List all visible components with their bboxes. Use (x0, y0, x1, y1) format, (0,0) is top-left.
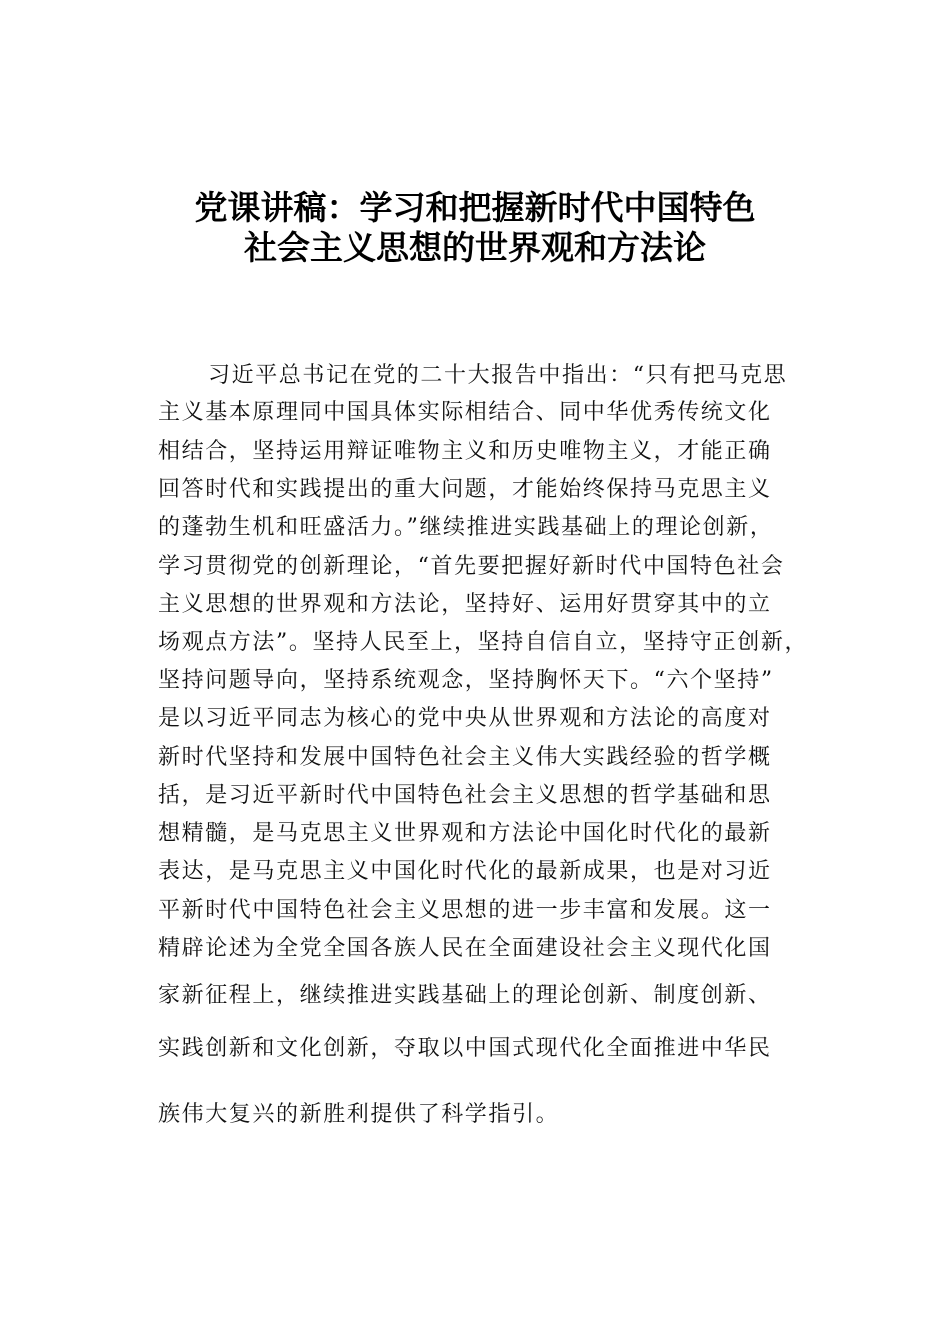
paragraph-line: 习近平总书记在党的二十大报告中指出：“只有把马克思 (208, 363, 788, 388)
paragraph-line: 精辟论述为全党全国各族人民在全面建设社会主义现代化国 (158, 936, 772, 961)
paragraph-line: 平新时代中国特色社会主义思想的进一步丰富和发展。这一 (158, 898, 772, 923)
paragraph-line: 新时代坚持和发展中国特色社会主义伟大实践经验的哲学概 (158, 745, 772, 770)
paragraph-line: 回答时代和实践提出的重大问题，才能始终保持马克思主义 (158, 477, 772, 502)
document-title-line-1: 党课讲稿：学习和把握新时代中国特色 (194, 188, 756, 227)
paragraph-line: 场观点方法”。坚持人民至上，坚持自信自立，坚持守正创新， (158, 630, 809, 655)
paragraph-line: 学习贯彻党的创新理论，“首先要把握好新时代中国特色社会 (158, 554, 785, 579)
paragraph-line: 坚持问题导向，坚持系统观念，坚持胸怀天下。“六个坚持” (158, 668, 774, 693)
paragraph-line: 的蓬勃生机和旺盛活力。”继续推进实践基础上的理论创新， (158, 515, 774, 540)
paragraph-line: 主义思想的世界观和方法论，坚持好、运用好贯穿其中的立 (158, 592, 772, 617)
paragraph-line: 括，是习近平新时代中国特色社会主义思想的哲学基础和思 (158, 783, 772, 808)
paragraph-line: 主义基本原理同中国具体实际相结合、同中华优秀传统文化 (158, 400, 772, 425)
document-title-line-2: 社会主义思想的世界观和方法论 (244, 228, 706, 267)
paragraph-line: 是以习近平同志为核心的党中央从世界观和方法论的高度对 (158, 706, 772, 731)
paragraph-line: 族伟大复兴的新胜利提供了科学指引。 (158, 1102, 560, 1127)
paragraph-line: 表达，是马克思主义中国化时代化的最新成果，也是对习近 (158, 859, 772, 884)
paragraph-line: 家新征程上，继续推进实践基础上的理论创新、制度创新、 (158, 983, 772, 1008)
paragraph-line: 想精髓，是马克思主义世界观和方法论中国化时代化的最新 (158, 821, 772, 846)
paragraph-line: 相结合，坚持运用辩证唯物主义和历史唯物主义，才能正确 (158, 439, 772, 464)
paragraph-line: 实践创新和文化创新，夺取以中国式现代化全面推进中华民 (158, 1036, 772, 1061)
